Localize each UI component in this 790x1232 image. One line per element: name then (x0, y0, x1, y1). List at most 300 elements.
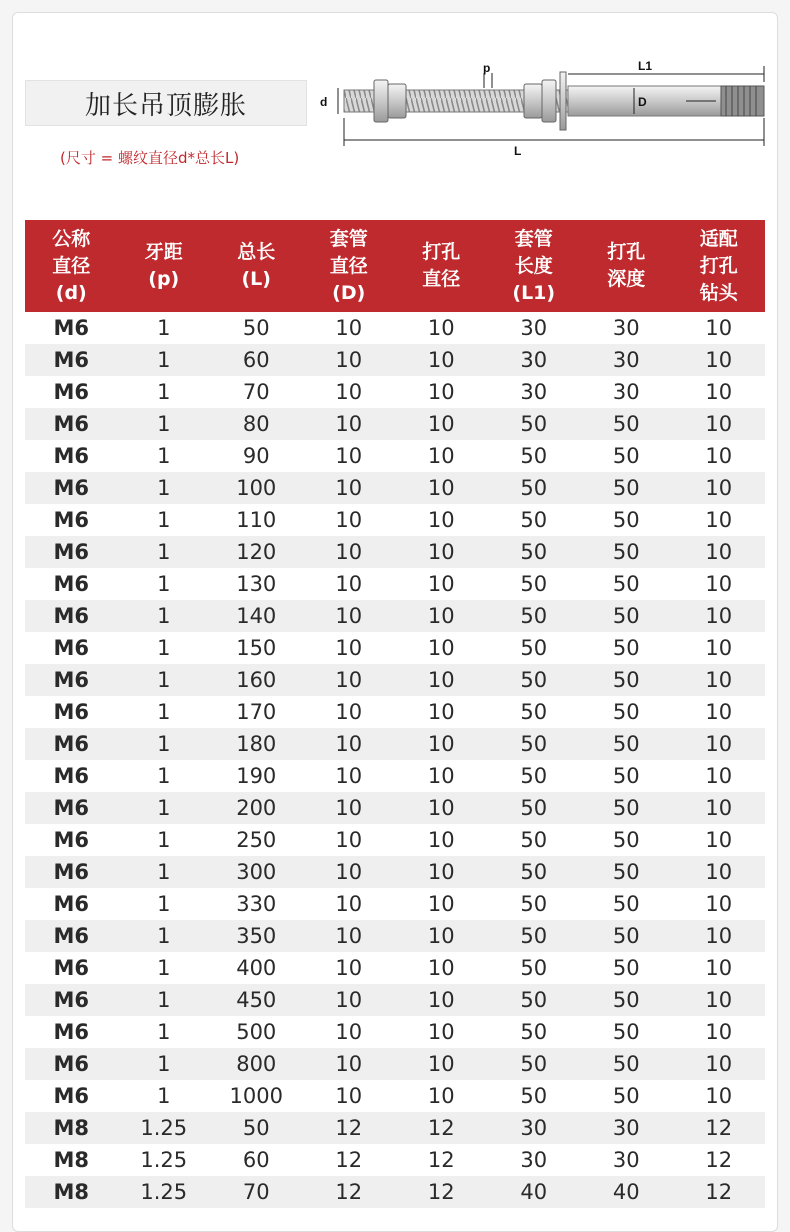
table-cell: 12 (427, 1116, 455, 1140)
table-cell: 70 (242, 1180, 270, 1204)
label-L: L (514, 144, 522, 158)
table-cell: 10 (427, 348, 455, 372)
table-cell: 30 (612, 1116, 640, 1140)
table-cell: 10 (335, 732, 363, 756)
table-cell: 10 (427, 1020, 455, 1044)
table-cell: M6 (53, 796, 89, 820)
table-cell: M6 (53, 444, 89, 468)
right-washer (542, 80, 556, 122)
table-cell: M6 (53, 860, 89, 884)
table-cell: 10 (705, 604, 733, 628)
table-cell: 30 (612, 380, 640, 404)
table-cell: 12 (705, 1180, 733, 1204)
table-cell: 50 (612, 924, 640, 948)
table-row (25, 792, 765, 824)
table-row (25, 664, 765, 696)
table-cell: 50 (520, 412, 548, 436)
table-cell: 350 (236, 924, 277, 948)
table-cell: M6 (53, 668, 89, 692)
table-cell: 60 (242, 1148, 270, 1172)
table-cell: 10 (335, 956, 363, 980)
column-header-line: 钻头 (699, 281, 738, 304)
table-cell: 10 (335, 668, 363, 692)
table-cell: 10 (427, 476, 455, 500)
table-cell: 10 (427, 572, 455, 596)
table-cell: 30 (520, 1148, 548, 1172)
table-cell: M6 (53, 828, 89, 852)
table-cell: 10 (705, 924, 733, 948)
table-cell: 50 (520, 796, 548, 820)
table-cell: M6 (53, 636, 89, 660)
table-cell: 12 (335, 1180, 363, 1204)
table-row (25, 952, 765, 984)
table-cell: 10 (705, 892, 733, 916)
table-cell: 50 (242, 1116, 270, 1140)
table-cell: 30 (520, 1116, 548, 1140)
table-row (25, 536, 765, 568)
table-cell: M6 (53, 924, 89, 948)
table-row (25, 1080, 765, 1112)
table-cell: 1 (157, 412, 171, 436)
label-D: D (638, 95, 647, 109)
table-cell: 30 (520, 348, 548, 372)
table-cell: 50 (520, 892, 548, 916)
column-header-line: 打孔 (607, 241, 646, 263)
table-cell: 12 (427, 1148, 455, 1172)
column-header (580, 220, 673, 312)
column-header-line: (d) (55, 281, 87, 304)
table-cell: 10 (427, 1084, 455, 1108)
table-row (25, 856, 765, 888)
table-cell: 10 (427, 316, 455, 340)
table-cell: 12 (705, 1116, 733, 1140)
table-cell: 10 (335, 508, 363, 532)
table-row (25, 888, 765, 920)
table-cell: 10 (335, 316, 363, 340)
table-cell: 300 (236, 860, 277, 884)
table-cell: 50 (612, 700, 640, 724)
table-cell: 10 (427, 380, 455, 404)
table-cell: 10 (335, 604, 363, 628)
table-cell: 90 (242, 444, 270, 468)
column-header-line: 深度 (607, 268, 646, 290)
table-cell: 10 (427, 828, 455, 852)
table-cell: 50 (520, 828, 548, 852)
table-cell: 10 (705, 380, 733, 404)
table-cell: 10 (335, 700, 363, 724)
table-cell: 10 (335, 1084, 363, 1108)
table-cell: 10 (705, 764, 733, 788)
table-cell: 10 (335, 540, 363, 564)
table-cell: 1 (157, 924, 171, 948)
table-cell: 50 (612, 1020, 640, 1044)
table-cell: 1 (157, 892, 171, 916)
table-cell: 190 (236, 764, 277, 788)
table-cell: 10 (705, 796, 733, 820)
table-cell: 80 (242, 412, 270, 436)
table-cell: M6 (53, 1084, 89, 1108)
table-cell: M6 (53, 1020, 89, 1044)
column-header (118, 220, 211, 312)
table-cell: 140 (236, 604, 277, 628)
table-cell: 1.25 (140, 1180, 188, 1204)
table-cell: 10 (705, 732, 733, 756)
table-cell: 10 (335, 860, 363, 884)
table-cell: 50 (612, 732, 640, 756)
table-cell: 10 (705, 476, 733, 500)
table-cell: M6 (53, 540, 89, 564)
column-header-line: 牙距 (144, 241, 183, 263)
header-row (25, 220, 765, 312)
table-row (25, 408, 765, 440)
table-cell: 10 (705, 540, 733, 564)
table-cell: 50 (520, 668, 548, 692)
table-cell: 1 (157, 508, 171, 532)
table-row (25, 984, 765, 1016)
table-cell: 10 (335, 572, 363, 596)
table-row (25, 632, 765, 664)
table-cell: 50 (612, 860, 640, 884)
column-header (25, 220, 118, 312)
table-cell: 10 (335, 828, 363, 852)
table-cell: M6 (53, 604, 89, 628)
table-cell: 1 (157, 1084, 171, 1108)
table-cell: M6 (53, 476, 89, 500)
table-cell: 10 (427, 540, 455, 564)
table-cell: 10 (335, 412, 363, 436)
table-cell: 50 (612, 444, 640, 468)
table-cell: M6 (53, 572, 89, 596)
table-cell: 50 (242, 316, 270, 340)
table-cell: 10 (427, 508, 455, 532)
column-header-line: 公称 (52, 227, 91, 250)
product-title-box (25, 80, 307, 126)
table-cell: 10 (705, 668, 733, 692)
table-cell: M6 (53, 892, 89, 916)
table-body (25, 312, 765, 1208)
table-cell: 10 (335, 924, 363, 948)
table-header (25, 220, 765, 312)
table-cell: 10 (335, 444, 363, 468)
table-cell: 120 (236, 540, 277, 564)
table-cell: 50 (612, 828, 640, 852)
spec-table-wrap (25, 220, 765, 1208)
column-header-line: 总长 (237, 241, 276, 263)
table-cell: M6 (53, 412, 89, 436)
table-cell: M6 (53, 700, 89, 724)
table-row (25, 568, 765, 600)
table-row (25, 344, 765, 376)
table-cell: 130 (236, 572, 277, 596)
table-cell: 50 (612, 956, 640, 980)
table-cell: 10 (705, 636, 733, 660)
table-cell: 50 (520, 732, 548, 756)
table-row (25, 1016, 765, 1048)
table-cell: 12 (705, 1148, 733, 1172)
table-cell: 10 (427, 604, 455, 628)
table-row (25, 696, 765, 728)
table-cell: 50 (520, 572, 548, 596)
table-cell: 10 (705, 348, 733, 372)
table-cell: 1 (157, 604, 171, 628)
table-cell: M8 (53, 1148, 89, 1172)
table-row (25, 472, 765, 504)
expansion-cone (721, 86, 764, 116)
product-title: 加长吊顶膨胀 (84, 90, 247, 121)
table-cell: 10 (427, 988, 455, 1012)
column-header-line: (L) (241, 268, 271, 290)
table-cell: 1 (157, 796, 171, 820)
table-cell: 10 (705, 860, 733, 884)
table-cell: 10 (427, 668, 455, 692)
table-row (25, 376, 765, 408)
table-cell: 50 (612, 508, 640, 532)
table-cell: 40 (612, 1180, 640, 1204)
table-cell: 500 (236, 1020, 277, 1044)
table-cell: 12 (335, 1148, 363, 1172)
table-cell: 50 (520, 476, 548, 500)
table-cell: 12 (335, 1116, 363, 1140)
table-cell: 1 (157, 348, 171, 372)
table-cell: 50 (520, 1052, 548, 1076)
table-cell: 10 (427, 732, 455, 756)
table-cell: 10 (427, 700, 455, 724)
table-cell: 50 (520, 636, 548, 660)
table-cell: 1 (157, 444, 171, 468)
table-cell: M6 (53, 348, 89, 372)
table-cell: 50 (612, 636, 640, 660)
table-cell: 1 (157, 380, 171, 404)
column-header-line: (D) (332, 281, 366, 304)
table-row (25, 504, 765, 536)
table-cell: 50 (612, 1084, 640, 1108)
table-row (25, 440, 765, 472)
table-cell: 180 (236, 732, 277, 756)
column-header-line: 打孔 (422, 241, 461, 263)
table-cell: M6 (53, 764, 89, 788)
table-cell: 10 (427, 444, 455, 468)
label-p: p (483, 61, 491, 75)
table-cell: 10 (705, 412, 733, 436)
table-cell: 10 (335, 892, 363, 916)
table-cell: 50 (520, 956, 548, 980)
table-cell: 50 (612, 572, 640, 596)
column-header (395, 220, 488, 312)
anchor-bolt-diagram (316, 58, 776, 158)
table-row (25, 600, 765, 632)
table-cell: 50 (520, 508, 548, 532)
column-header-line: 套管 (329, 227, 368, 250)
flange-washer (560, 72, 566, 130)
table-cell: 100 (236, 476, 277, 500)
column-header-line: 直径 (52, 254, 91, 277)
table-cell: 50 (612, 988, 640, 1012)
table-cell: 1 (157, 476, 171, 500)
table-row (25, 1048, 765, 1080)
label-d: d (320, 95, 328, 109)
table-cell: 1.25 (140, 1116, 188, 1140)
column-header (210, 220, 303, 312)
column-header (673, 220, 766, 312)
table-cell: 50 (520, 860, 548, 884)
table-cell: 50 (612, 476, 640, 500)
table-cell: 10 (705, 700, 733, 724)
size-note: (尺寸 = 螺纹直径d*总长L) (60, 149, 240, 167)
table-cell: M8 (53, 1180, 89, 1204)
table-cell: 10 (427, 892, 455, 916)
table-cell: 10 (705, 1020, 733, 1044)
table-cell: 10 (705, 316, 733, 340)
table-row (25, 1112, 765, 1144)
table-cell: 1000 (229, 1084, 283, 1108)
column-header-line: 长度 (514, 254, 553, 277)
table-cell: 10 (705, 508, 733, 532)
table-cell: 1 (157, 764, 171, 788)
table-cell: 10 (335, 636, 363, 660)
table-cell: 10 (427, 764, 455, 788)
table-cell: M8 (53, 1116, 89, 1140)
column-header (303, 220, 396, 312)
table-cell: M6 (53, 732, 89, 756)
left-washer (374, 80, 388, 122)
table-cell: 10 (427, 412, 455, 436)
table-cell: 50 (612, 604, 640, 628)
table-cell: 10 (705, 1052, 733, 1076)
table-cell: 160 (236, 668, 277, 692)
table-row (25, 728, 765, 760)
table-cell: 10 (427, 860, 455, 884)
table-row (25, 760, 765, 792)
table-cell: 1 (157, 668, 171, 692)
table-cell: 1 (157, 540, 171, 564)
table-cell: 10 (427, 956, 455, 980)
table-cell: 40 (520, 1180, 548, 1204)
table-cell: 30 (612, 316, 640, 340)
table-row (25, 1176, 765, 1208)
right-nut (524, 84, 542, 118)
table-cell: 50 (520, 1020, 548, 1044)
table-cell: 1 (157, 828, 171, 852)
table-cell: 10 (705, 956, 733, 980)
table-cell: 110 (236, 508, 277, 532)
table-cell: 30 (520, 316, 548, 340)
table-cell: 60 (242, 348, 270, 372)
table-cell: 150 (236, 636, 277, 660)
table-row (25, 824, 765, 856)
table-cell: 50 (520, 924, 548, 948)
table-cell: 50 (612, 796, 640, 820)
column-header (488, 220, 581, 312)
column-header-line: 直径 (422, 268, 461, 290)
table-cell: 1 (157, 732, 171, 756)
table-cell: M6 (53, 956, 89, 980)
table-row (25, 312, 765, 344)
column-header-line: 直径 (329, 254, 368, 277)
table-cell: 50 (612, 1052, 640, 1076)
table-cell: 1 (157, 636, 171, 660)
table-cell: 10 (705, 1084, 733, 1108)
table-cell: 70 (242, 380, 270, 404)
table-cell: 10 (705, 444, 733, 468)
table-cell: 10 (705, 572, 733, 596)
table-cell: 250 (236, 828, 277, 852)
left-nut (388, 84, 406, 118)
table-cell: 50 (612, 764, 640, 788)
table-cell: 1.25 (140, 1148, 188, 1172)
table-cell: 10 (335, 1052, 363, 1076)
table-cell: 10 (427, 924, 455, 948)
column-header-line: 适配 (699, 227, 738, 250)
table-cell: 1 (157, 956, 171, 980)
table-cell: 1 (157, 572, 171, 596)
table-cell: 30 (520, 380, 548, 404)
table-cell: 12 (427, 1180, 455, 1204)
table-cell: 1 (157, 316, 171, 340)
table-cell: 450 (236, 988, 277, 1012)
table-cell: 10 (335, 764, 363, 788)
table-cell: 1 (157, 1020, 171, 1044)
table-cell: 50 (520, 540, 548, 564)
table-cell: 400 (236, 956, 277, 980)
table-cell: 50 (520, 764, 548, 788)
table-cell: 50 (520, 988, 548, 1012)
table-cell: 1 (157, 700, 171, 724)
table-cell: 10 (427, 796, 455, 820)
table-cell: 10 (335, 988, 363, 1012)
table-cell: 50 (612, 412, 640, 436)
table-cell: 50 (520, 1084, 548, 1108)
table-cell: 30 (612, 1148, 640, 1172)
table-row (25, 1144, 765, 1176)
table-cell: 330 (236, 892, 277, 916)
table-cell: M6 (53, 988, 89, 1012)
table-cell: 170 (236, 700, 277, 724)
table-cell: 200 (236, 796, 277, 820)
spec-table (25, 220, 765, 1208)
table-cell: 10 (705, 988, 733, 1012)
table-row (25, 920, 765, 952)
table-cell: 10 (335, 796, 363, 820)
table-cell: 50 (612, 540, 640, 564)
table-cell: 1 (157, 860, 171, 884)
table-cell: 10 (335, 348, 363, 372)
table-cell: 10 (427, 1052, 455, 1076)
label-L1: L1 (638, 59, 653, 73)
table-cell: 10 (335, 1020, 363, 1044)
table-cell: 1 (157, 1052, 171, 1076)
table-cell: M6 (53, 1052, 89, 1076)
table-cell: 1 (157, 988, 171, 1012)
table-cell: 50 (520, 604, 548, 628)
table-cell: 800 (236, 1052, 277, 1076)
table-cell: 10 (335, 476, 363, 500)
table-cell: 10 (427, 636, 455, 660)
table-cell: 10 (705, 828, 733, 852)
column-header-line: 套管 (514, 227, 553, 250)
table-cell: 50 (612, 892, 640, 916)
table-cell: M6 (53, 316, 89, 340)
table-cell: 50 (520, 444, 548, 468)
table-cell: 50 (520, 700, 548, 724)
table-cell: 30 (612, 348, 640, 372)
table-cell: 50 (612, 668, 640, 692)
column-header-line: (p) (148, 268, 180, 290)
table-cell: 10 (335, 380, 363, 404)
column-header-line: (L1) (512, 281, 556, 304)
table-cell: M6 (53, 380, 89, 404)
table-cell: M6 (53, 508, 89, 532)
column-header-line: 打孔 (699, 254, 738, 277)
